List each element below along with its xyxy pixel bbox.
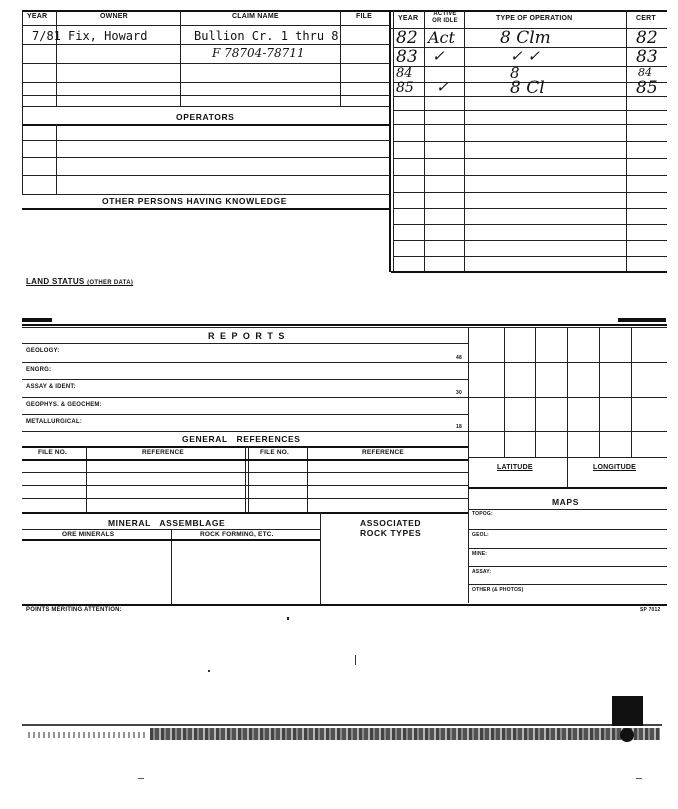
ref-reference-2: REFERENCE bbox=[362, 449, 404, 456]
geology-label: GEOLOGY: bbox=[26, 348, 60, 354]
maps-topog: TOPOG: bbox=[472, 511, 493, 517]
points-meriting-attention: POINTS MERITING ATTENTION: bbox=[26, 607, 122, 613]
row1-owner: Fix, Howard bbox=[68, 29, 148, 43]
metallurgical-label: METALLURGICAL: bbox=[26, 419, 83, 425]
general-references-title: GENERAL REFERENCES bbox=[182, 434, 301, 444]
maps-assay: ASSAY: bbox=[472, 569, 492, 575]
latitude-label: LATITUDE bbox=[497, 464, 533, 471]
row2-claim-numbers: F 78704-78711 bbox=[212, 46, 305, 60]
longitude-label: LONGITUDE bbox=[593, 464, 637, 471]
rock-types-label: ROCK TYPES bbox=[360, 528, 422, 538]
land-status-sub: (OTHER DATA) bbox=[87, 280, 134, 286]
op-row1-year: 82 bbox=[396, 28, 418, 48]
ore-minerals-label: ORE MINERALS bbox=[62, 531, 115, 538]
op-row1-cert: 82 bbox=[636, 28, 658, 48]
geophys-label: GEOPHYS. & GEOCHEM: bbox=[26, 402, 102, 408]
op-row3-year: 84 bbox=[396, 66, 413, 81]
op-row4-type: 8 Cl bbox=[510, 78, 545, 98]
op-row1-active: Act bbox=[428, 28, 455, 47]
ref-file-no-1: FILE NO. bbox=[38, 449, 68, 456]
file-header: FILE bbox=[356, 13, 372, 20]
engrg-label: ENGRG: bbox=[26, 367, 52, 373]
assay-num: 30 bbox=[456, 390, 462, 396]
assay-label: ASSAY & IDENT: bbox=[26, 384, 76, 390]
op-year-header: YEAR bbox=[398, 15, 419, 22]
op-row2-type: ✓ ✓ bbox=[510, 47, 540, 65]
op-row3-cert: 84 bbox=[638, 66, 652, 79]
land-status-label bbox=[26, 277, 133, 286]
claim-name-header: CLAIM NAME bbox=[232, 13, 279, 20]
type-of-operation-header: TYPE OF OPERATION bbox=[496, 15, 573, 22]
op-row1-type: 8 Clm bbox=[500, 28, 551, 48]
op-row3-type: 8 bbox=[510, 64, 520, 82]
op-row4-active: ✓ bbox=[436, 78, 449, 96]
maps-mine: MINE: bbox=[472, 551, 488, 557]
metallurgical-num: 18 bbox=[456, 424, 462, 430]
owner-header: OWNER bbox=[100, 13, 128, 20]
row1-claim-name: Bullion Cr. 1 thru 8 bbox=[194, 29, 339, 43]
reports-title: R E P O R T S bbox=[208, 331, 286, 341]
op-row2-year: 83 bbox=[396, 47, 418, 67]
associated-label: ASSOCIATED bbox=[360, 518, 422, 528]
year-header: YEAR bbox=[27, 13, 48, 20]
row1-year: 7/81 bbox=[32, 29, 61, 43]
op-row2-cert: 83 bbox=[636, 47, 658, 67]
maps-other: OTHER (& PHOTOS) bbox=[472, 587, 524, 593]
land-status-text: LAND STATUS bbox=[26, 277, 85, 286]
ref-file-no-2: FILE NO. bbox=[260, 449, 290, 456]
ref-reference-1: REFERENCE bbox=[142, 449, 184, 456]
mineral-title: MINERAL ASSEMBLAGE bbox=[108, 518, 226, 528]
cert-header: CERT bbox=[636, 15, 656, 22]
knowledge-title: OTHER PERSONS HAVING KNOWLEDGE bbox=[102, 196, 288, 206]
active-idle-header: ACTIVE OR IDLE bbox=[432, 11, 458, 24]
op-row4-cert: 85 bbox=[636, 78, 658, 98]
rock-forming-label: ROCK FORMING, ETC. bbox=[200, 531, 274, 538]
maps-geol: GEOL: bbox=[472, 532, 489, 538]
operators-title: OPERATORS bbox=[176, 112, 235, 122]
form-number: SP 7012 bbox=[640, 607, 661, 613]
op-row2-active: ✓ bbox=[432, 47, 445, 65]
geology-num: 48 bbox=[456, 355, 462, 361]
maps-title: MAPS bbox=[552, 497, 579, 507]
op-row4-year: 85 bbox=[396, 80, 414, 96]
